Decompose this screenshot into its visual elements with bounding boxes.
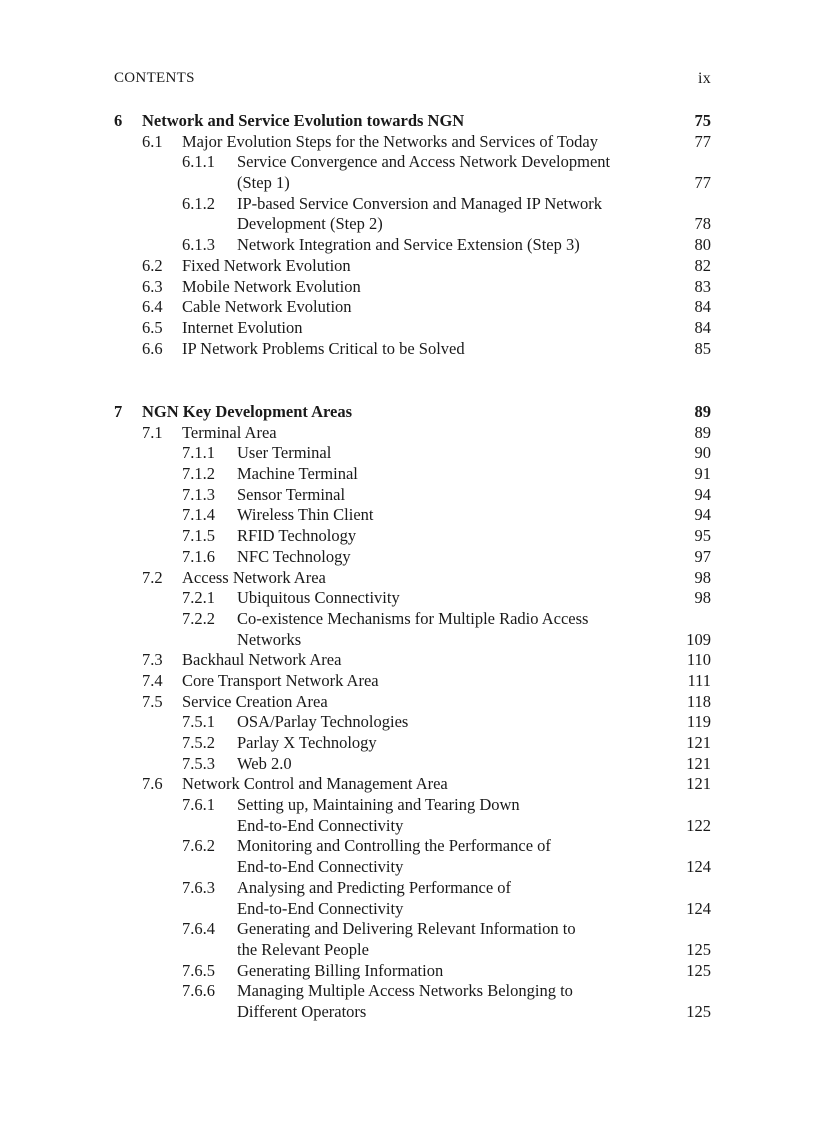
toc-entry-title: Network and Service Evolution towards NGN [142, 111, 465, 130]
toc-entry-title: Major Evolution Steps for the Networks and Services of Today [182, 131, 599, 151]
toc-entry-number: 7.1 [142, 422, 163, 442]
toc-entry-page-number: 75 [694, 111, 711, 130]
toc-entry-title: Networks [237, 629, 302, 649]
toc-section-entry[interactable] [0, 256, 816, 277]
toc-entry-page-number: 94 [694, 484, 711, 504]
toc-entry-page-number: 121 [686, 733, 711, 752]
toc-entry-title: IP Network Problems Critical to be Solved [182, 338, 465, 358]
toc-subsection-entry[interactable] [0, 588, 816, 609]
toc-entry-page-number: 80 [694, 235, 711, 255]
toc-entry-number: 7.6.3 [182, 877, 215, 897]
toc-entry-number: 6 [114, 111, 123, 130]
toc-chapter-6 [0, 111, 816, 359]
toc-subsection-entry[interactable] [0, 795, 816, 816]
toc-entry-page-number: 97 [694, 546, 711, 566]
toc-entry-title: Development (Step 2) [237, 214, 383, 234]
toc-entry-page-number: 77 [694, 131, 711, 151]
toc-entry-title: Network Control and Management Area [182, 774, 448, 794]
toc-entry-page-number: 83 [694, 276, 711, 296]
toc-entry-title: NFC Technology [237, 546, 351, 566]
toc-section-entry[interactable] [0, 774, 816, 795]
toc-entry-number: 7.1.3 [182, 484, 215, 504]
toc-entry-title: End-to-End Connectivity [237, 815, 404, 835]
toc-entry-title: Access Network Area [182, 567, 326, 587]
toc-entry-title: Generating Billing Information [237, 960, 444, 980]
toc-entry-title: End-to-End Connectivity [237, 857, 404, 877]
toc-section-entry[interactable] [0, 318, 816, 339]
toc-entry-number: 7.6.6 [182, 981, 215, 1001]
running-header-page-number: ix [697, 70, 711, 87]
toc-entry-number: 7.5.2 [182, 733, 215, 752]
toc-entry-continuation[interactable] [0, 899, 816, 920]
toc-entry-number: 7.5 [142, 691, 163, 711]
toc-entry-number: 7.1.6 [182, 546, 215, 566]
toc-entry-page-number: 121 [686, 774, 711, 794]
toc-entry-title: NGN Key Development Areas [142, 402, 353, 421]
toc-entry-title: Managing Multiple Access Networks Belonging to [237, 981, 573, 1001]
toc-entry-number: 7.1.2 [182, 464, 215, 484]
toc-entry-title: the Relevant People [237, 939, 369, 959]
toc-entry-page-number: 119 [686, 712, 711, 732]
toc-entry-number: 7.3 [142, 650, 163, 670]
toc-entry-title: Service Convergence and Access Network Development [237, 152, 611, 172]
toc-entry-page-number: 125 [686, 1001, 711, 1021]
toc-subsection-entry[interactable] [0, 733, 816, 754]
toc-entry-number: 7.6 [142, 774, 163, 794]
toc-entry-title: Analysing and Predicting Performance of [237, 877, 512, 897]
toc-entry-page-number: 98 [694, 588, 711, 608]
toc-subsection-entry[interactable] [0, 152, 816, 173]
toc-subsection-entry[interactable] [0, 981, 816, 1002]
toc-section-entry[interactable] [0, 339, 816, 360]
toc-entry-continuation[interactable] [0, 857, 816, 878]
toc-entry-page-number: 110 [686, 650, 711, 670]
toc-entry-page-number: 90 [694, 443, 711, 463]
toc-entry-number: 7.5.3 [182, 753, 215, 773]
toc-entry-title: User Terminal [237, 443, 332, 463]
toc-entry-page-number: 91 [694, 464, 711, 484]
toc-entry-page-number: 84 [694, 317, 711, 337]
toc-subsection-entry[interactable] [0, 547, 816, 568]
toc-entry-continuation[interactable] [0, 940, 816, 961]
toc-entry-title: Fixed Network Evolution [182, 255, 351, 275]
toc-entry-page-number: 111 [687, 670, 711, 690]
toc-entry-number: 6.1.3 [182, 235, 215, 255]
toc-entry-title: RFID Technology [237, 526, 357, 546]
toc-entry-page-number: 89 [694, 402, 711, 421]
toc-entry-page-number: 85 [694, 338, 711, 358]
toc-entry-page-number: 118 [686, 691, 711, 711]
toc-subsection-entry[interactable] [0, 526, 816, 547]
toc-entry-number: 6.2 [142, 255, 163, 275]
toc-entry-title: IP-based Service Conversion and Managed IP Network [237, 193, 603, 213]
toc-entry-page-number: 95 [694, 526, 711, 546]
toc-entry-number: 6.1.1 [182, 152, 215, 172]
toc-subsection-entry[interactable] [0, 194, 816, 215]
toc-entry-title: Co-existence Mechanisms for Multiple Radio Access [237, 608, 589, 628]
toc-entry-page-number: 77 [694, 173, 711, 193]
toc-entry-title: Ubiquitous Connectivity [237, 588, 400, 608]
toc-entry-number: 7.2.2 [182, 608, 215, 628]
toc-entry-title: Core Transport Network Area [182, 670, 379, 690]
toc-entry-page-number: 122 [686, 815, 711, 835]
toc-entry-page-number: 125 [686, 960, 711, 980]
toc-entry-number: 7.4 [142, 670, 163, 690]
toc-entry-title: Service Creation Area [182, 691, 328, 711]
toc-entry-title: Sensor Terminal [237, 484, 346, 504]
toc-subsection-entry[interactable] [0, 485, 816, 506]
toc-entry-title: Different Operators [237, 1001, 367, 1021]
toc-entry-page-number: 109 [686, 629, 711, 649]
toc-entry-number: 7.1.1 [182, 443, 215, 463]
toc-chapter-entry[interactable] [0, 111, 816, 132]
toc-entry-page-number: 124 [686, 857, 711, 877]
toc-section-entry[interactable] [0, 132, 816, 153]
toc-chapter-entry[interactable] [0, 402, 816, 423]
toc-entry-title: OSA/Parlay Technologies [237, 712, 409, 732]
toc-entry-page-number: 121 [686, 753, 711, 773]
toc-entry-number: 7.6.5 [182, 960, 215, 980]
toc-entry-page-number: 98 [694, 567, 711, 587]
toc-entry-continuation[interactable] [0, 630, 816, 651]
toc-entry-continuation[interactable] [0, 816, 816, 837]
toc-entry-page-number: 124 [686, 898, 711, 918]
toc-entry-title: Mobile Network Evolution [182, 276, 361, 296]
toc-subsection-entry[interactable] [0, 836, 816, 857]
toc-entry-title: Cable Network Evolution [182, 297, 352, 317]
toc-entry-number: 7.5.1 [182, 712, 215, 732]
toc-entry-number: 6.5 [142, 317, 163, 337]
toc-entry-title: Network Integration and Service Extension (Step 3) [237, 235, 580, 255]
toc-entry-title: Machine Terminal [237, 464, 358, 484]
toc-subsection-entry[interactable] [0, 609, 816, 630]
toc-entry-title: Backhaul Network Area [182, 650, 342, 670]
toc-entry-title: Wireless Thin Client [237, 505, 374, 525]
toc-entry-page-number: 94 [694, 505, 711, 525]
toc-entry-number: 6.1.2 [182, 193, 215, 213]
toc-entry-page-number: 125 [686, 939, 711, 959]
toc-subsection-entry[interactable] [0, 754, 816, 775]
toc-entry-number: 7.6.4 [182, 919, 215, 939]
toc-entry-page-number: 82 [694, 255, 711, 275]
toc-section-entry[interactable] [0, 297, 816, 318]
toc-entry-number: 7.1.5 [182, 526, 215, 546]
toc-section-entry[interactable] [0, 692, 816, 713]
toc-entry-title: Web 2.0 [237, 753, 292, 773]
toc-subsection-entry[interactable] [0, 961, 816, 982]
toc-entry-title: Internet Evolution [182, 317, 303, 337]
toc-subsection-entry[interactable] [0, 919, 816, 940]
toc-entry-number: 7.2 [142, 567, 163, 587]
toc-entry-title: (Step 1) [237, 173, 290, 193]
toc-chapter-7 [0, 402, 816, 1023]
toc-entry-number: 6.3 [142, 276, 163, 296]
toc-entry-number: 6.1 [142, 131, 163, 151]
toc-entry-title: Setting up, Maintaining and Tearing Down [237, 795, 520, 815]
toc-entry-title: Monitoring and Controlling the Performance of [237, 836, 551, 856]
toc-subsection-entry[interactable] [0, 878, 816, 899]
toc-subsection-entry[interactable] [0, 464, 816, 485]
toc-entry-continuation[interactable] [0, 1002, 816, 1023]
toc-section-entry[interactable] [0, 671, 816, 692]
toc-entry-page-number: 84 [694, 297, 711, 317]
toc-entry-continuation[interactable] [0, 173, 816, 194]
toc-section-entry[interactable] [0, 650, 816, 671]
toc-subsection-entry[interactable] [0, 712, 816, 733]
toc-subsection-entry[interactable] [0, 443, 816, 464]
toc-entry-number: 6.4 [142, 297, 163, 317]
running-header-title: CONTENTS [114, 70, 195, 86]
toc-entry-continuation[interactable] [0, 214, 816, 235]
toc-entry-page-number: 89 [694, 422, 711, 442]
toc-section-entry[interactable] [0, 423, 816, 444]
toc-section-entry[interactable] [0, 568, 816, 589]
toc-entry-number: 7.2.1 [182, 588, 215, 608]
toc-entry-number: 7 [114, 402, 123, 421]
toc-entry-title: End-to-End Connectivity [237, 898, 404, 918]
toc-entry-number: 6.6 [142, 338, 163, 358]
toc-entry-number: 7.1.4 [182, 505, 215, 525]
toc-subsection-entry[interactable] [0, 505, 816, 526]
toc-entry-title: Generating and Delivering Relevant Information to [237, 919, 576, 939]
toc-entry-number: 7.6.2 [182, 836, 215, 856]
toc-subsection-entry[interactable] [0, 235, 816, 256]
toc-section-entry[interactable] [0, 277, 816, 298]
toc-entry-title: Parlay X Technology [237, 733, 377, 752]
toc-entry-title: Terminal Area [182, 422, 277, 442]
toc-entry-number: 7.6.1 [182, 795, 215, 815]
toc-entry-page-number: 78 [694, 214, 711, 234]
